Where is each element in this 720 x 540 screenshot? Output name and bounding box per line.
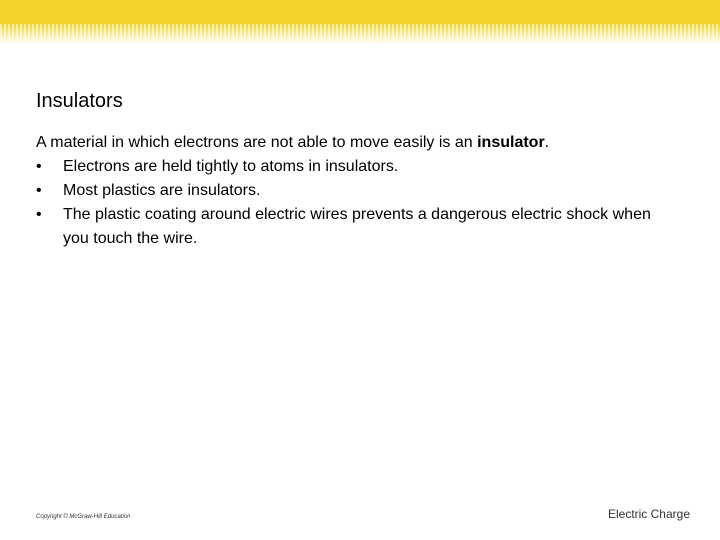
bullet-marker: • — [36, 158, 42, 175]
bullet-marker: • — [36, 182, 42, 199]
intro-sentence — [36, 131, 676, 155]
bullet-list — [36, 155, 676, 251]
bullet-item — [36, 203, 676, 251]
slide-title: Insulators — [36, 90, 123, 112]
intro-text: A material in which electrons are not able to move easily is an — [36, 134, 478, 151]
bullet-text: Electrons are held tightly to atoms in insulators. — [63, 158, 399, 175]
copyright-notice: Copyright © McGraw-Hill Education — [36, 514, 131, 520]
intro-end: . — [544, 134, 550, 151]
bullet-item — [36, 155, 676, 179]
top-band-fade — [0, 24, 720, 44]
footer-lesson-title: Electric Charge — [607, 507, 690, 521]
intro-bold-term: insulator — [477, 134, 545, 151]
bullet-marker: • — [36, 206, 42, 223]
bullet-item — [36, 179, 676, 203]
bullet-text: The plastic coating around electric wires prevents a dangerous electric shock when you touch the wire. — [63, 206, 651, 247]
bullet-text: Most plastics are insulators. — [63, 182, 261, 199]
